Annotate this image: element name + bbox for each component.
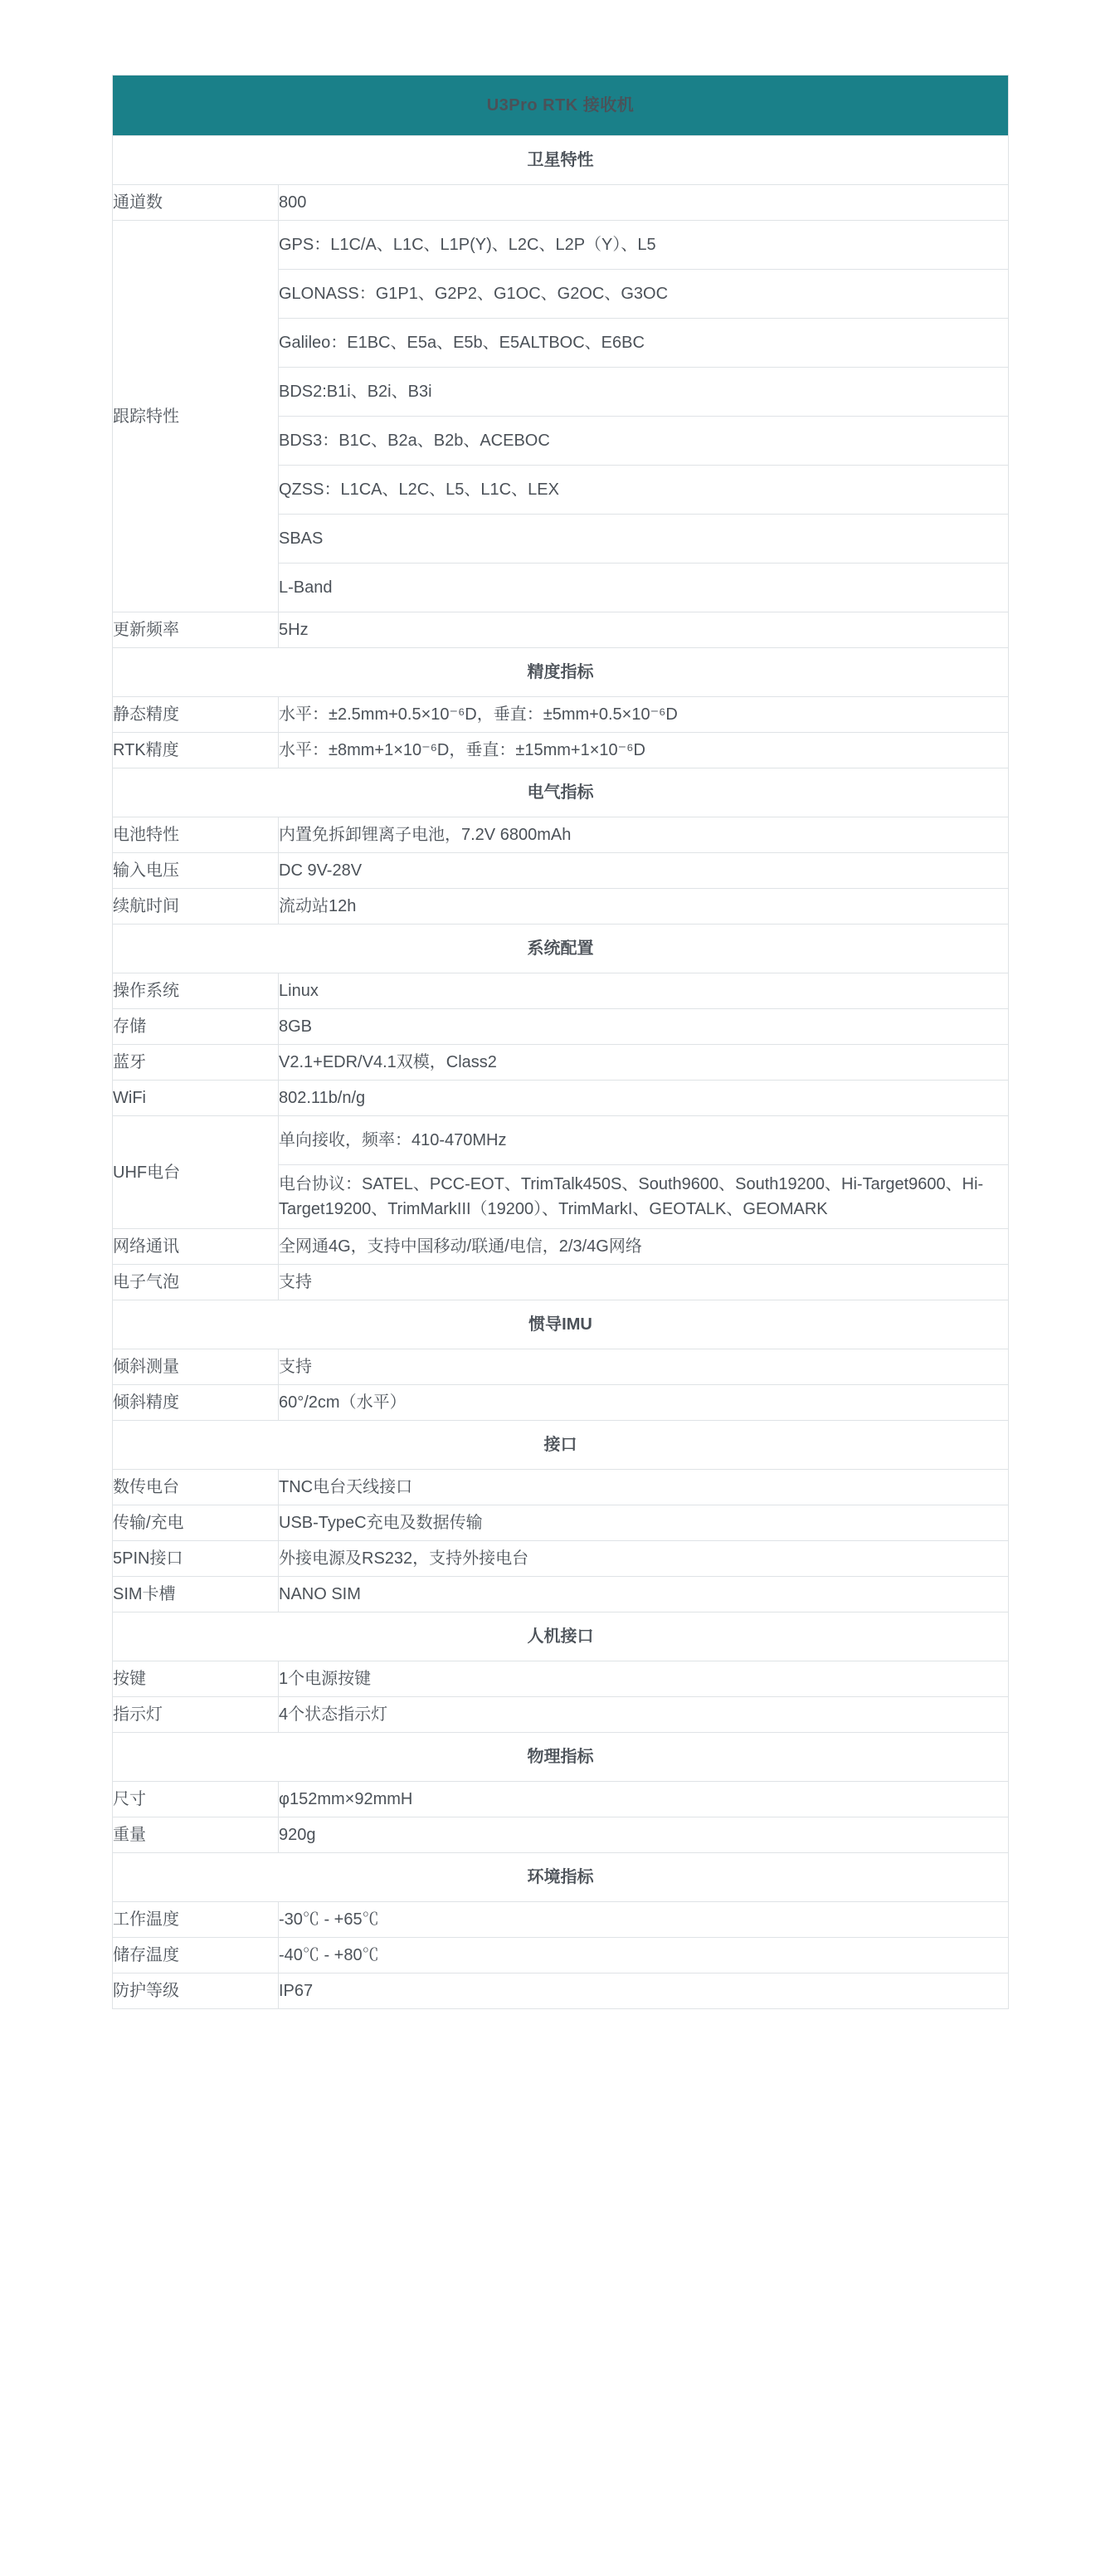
- section-heading-row: [113, 1421, 1009, 1470]
- spec-row: [113, 1470, 1009, 1505]
- spec-value: GPS：L1C/A、L1C、L1P(Y)、L2C、L2P（Y）、L5: [279, 221, 1009, 270]
- section-heading: 系统配置: [113, 925, 1009, 973]
- spec-row: [113, 1577, 1009, 1612]
- spec-value: -40℃ - +80℃: [279, 1938, 1009, 1973]
- spec-row: [113, 817, 1009, 853]
- spec-label: UHF电台: [113, 1116, 279, 1229]
- spec-label: 网络通讯: [113, 1229, 279, 1265]
- spec-value: 水平：±2.5mm+0.5×10⁻⁶D，垂直：±5mm+0.5×10⁻⁶D: [279, 697, 1009, 733]
- spec-value: 支持: [279, 1265, 1009, 1300]
- spec-label: 5PIN接口: [113, 1541, 279, 1577]
- spec-row: [113, 1505, 1009, 1541]
- spec-label: RTK精度: [113, 733, 279, 768]
- spec-row: [113, 973, 1009, 1009]
- spec-row: [113, 1782, 1009, 1817]
- spec-row: [113, 889, 1009, 925]
- spec-value: Galileo：E1BC、E5a、E5b、E5ALTBOC、E6BC: [279, 319, 1009, 368]
- spec-value: 8GB: [279, 1009, 1009, 1045]
- section-heading-row: [113, 1733, 1009, 1782]
- spec-value: 流动站12h: [279, 889, 1009, 925]
- section-heading-row: [113, 1300, 1009, 1349]
- spec-label: 重量: [113, 1817, 279, 1853]
- spec-row: [113, 1116, 1009, 1165]
- specification-table: [112, 75, 1009, 2009]
- spec-value: 1个电源按键: [279, 1661, 1009, 1697]
- spec-value: 全网通4G，支持中国移动/联通/电信，2/3/4G网络: [279, 1229, 1009, 1265]
- spec-row: [113, 1817, 1009, 1853]
- section-heading: 物理指标: [113, 1733, 1009, 1782]
- spec-value: GLONASS：G1P1、G2P2、G1OC、G2OC、G3OC: [279, 270, 1009, 319]
- spec-value: 单向接收，频率：410-470MHz: [279, 1116, 1009, 1165]
- spec-row: [113, 1385, 1009, 1421]
- spec-value: NANO SIM: [279, 1577, 1009, 1612]
- spec-label: 存储: [113, 1009, 279, 1045]
- product-title: U3Pro RTK 接收机: [113, 76, 1009, 136]
- spec-label: 工作温度: [113, 1902, 279, 1938]
- spec-value: 5Hz: [279, 612, 1009, 648]
- spec-label: 储存温度: [113, 1938, 279, 1973]
- section-heading: 精度指标: [113, 648, 1009, 697]
- spec-row: [113, 1541, 1009, 1577]
- section-heading-row: [113, 1612, 1009, 1661]
- spec-value: φ152mm×92mmH: [279, 1782, 1009, 1817]
- spec-row: [113, 1045, 1009, 1081]
- section-heading-row: [113, 768, 1009, 817]
- spec-value: 920g: [279, 1817, 1009, 1853]
- spec-value: V2.1+EDR/V4.1双模，Class2: [279, 1045, 1009, 1081]
- spec-label: 续航时间: [113, 889, 279, 925]
- spec-row: [113, 1902, 1009, 1938]
- spec-row: [113, 221, 1009, 270]
- spec-value: DC 9V-28V: [279, 853, 1009, 889]
- spec-row: [113, 1229, 1009, 1265]
- section-heading-row: [113, 925, 1009, 973]
- table-title-row: [113, 76, 1009, 136]
- spec-value: 800: [279, 185, 1009, 221]
- spec-label: 按键: [113, 1661, 279, 1697]
- spec-row: [113, 1973, 1009, 2009]
- spec-row: [113, 853, 1009, 889]
- spec-row: [113, 1938, 1009, 1973]
- spec-table-container: [112, 75, 1008, 2009]
- spec-label: 传输/充电: [113, 1505, 279, 1541]
- spec-label: 倾斜精度: [113, 1385, 279, 1421]
- spec-value: -30℃ - +65℃: [279, 1902, 1009, 1938]
- spec-row: [113, 1081, 1009, 1116]
- spec-label: WiFi: [113, 1081, 279, 1116]
- spec-value: 802.11b/n/g: [279, 1081, 1009, 1116]
- spec-value: 外接电源及RS232，支持外接电台: [279, 1541, 1009, 1577]
- specification-table-body: [113, 76, 1009, 2009]
- spec-label: 操作系统: [113, 973, 279, 1009]
- spec-label: 数传电台: [113, 1470, 279, 1505]
- spec-label: 防护等级: [113, 1973, 279, 2009]
- spec-label: 倾斜测量: [113, 1349, 279, 1385]
- spec-row: [113, 1009, 1009, 1045]
- section-heading: 卫星特性: [113, 136, 1009, 185]
- spec-row: [113, 1349, 1009, 1385]
- spec-value: BDS3：B1C、B2a、B2b、ACEBOC: [279, 417, 1009, 466]
- section-heading: 惯导IMU: [113, 1300, 1009, 1349]
- spec-row: [113, 1661, 1009, 1697]
- spec-label: 电池特性: [113, 817, 279, 853]
- section-heading: 接口: [113, 1421, 1009, 1470]
- spec-label: 输入电压: [113, 853, 279, 889]
- spec-value: IP67: [279, 1973, 1009, 2009]
- spec-value: 内置免拆卸锂离子电池，7.2V 6800mAh: [279, 817, 1009, 853]
- section-heading-row: [113, 136, 1009, 185]
- section-heading-row: [113, 1853, 1009, 1902]
- spec-value: Linux: [279, 973, 1009, 1009]
- spec-label: 静态精度: [113, 697, 279, 733]
- spec-value: 4个状态指示灯: [279, 1697, 1009, 1733]
- spec-row: [113, 733, 1009, 768]
- spec-label: 电子气泡: [113, 1265, 279, 1300]
- spec-value: 支持: [279, 1349, 1009, 1385]
- spec-label: 尺寸: [113, 1782, 279, 1817]
- spec-label: 通道数: [113, 185, 279, 221]
- spec-value: L-Band: [279, 564, 1009, 612]
- spec-value: QZSS：L1CA、L2C、L5、L1C、LEX: [279, 466, 1009, 515]
- spec-row: [113, 1265, 1009, 1300]
- spec-value: TNC电台天线接口: [279, 1470, 1009, 1505]
- spec-value: 电台协议：SATEL、PCC-EOT、TrimTalk450S、South9600、South19200、Hi-Target9600、Hi-Target19200、TrimMarkIII（19200）、TrimMarkI、GEOTALK、GEOMARK: [279, 1165, 1009, 1229]
- spec-label: 指示灯: [113, 1697, 279, 1733]
- spec-row: [113, 1697, 1009, 1733]
- spec-row: [113, 697, 1009, 733]
- spec-label: 跟踪特性: [113, 221, 279, 612]
- spec-value: USB-TypeC充电及数据传输: [279, 1505, 1009, 1541]
- section-heading: 环境指标: [113, 1853, 1009, 1902]
- spec-label: 蓝牙: [113, 1045, 279, 1081]
- spec-value: SBAS: [279, 515, 1009, 564]
- section-heading: 人机接口: [113, 1612, 1009, 1661]
- spec-label: SIM卡槽: [113, 1577, 279, 1612]
- spec-label: 更新频率: [113, 612, 279, 648]
- spec-row: [113, 612, 1009, 648]
- spec-value: 60°/2cm（水平）: [279, 1385, 1009, 1421]
- spec-value: BDS2:B1i、B2i、B3i: [279, 368, 1009, 417]
- section-heading-row: [113, 648, 1009, 697]
- section-heading: 电气指标: [113, 768, 1009, 817]
- spec-value: 水平：±8mm+1×10⁻⁶D，垂直：±15mm+1×10⁻⁶D: [279, 733, 1009, 768]
- spec-row: [113, 185, 1009, 221]
